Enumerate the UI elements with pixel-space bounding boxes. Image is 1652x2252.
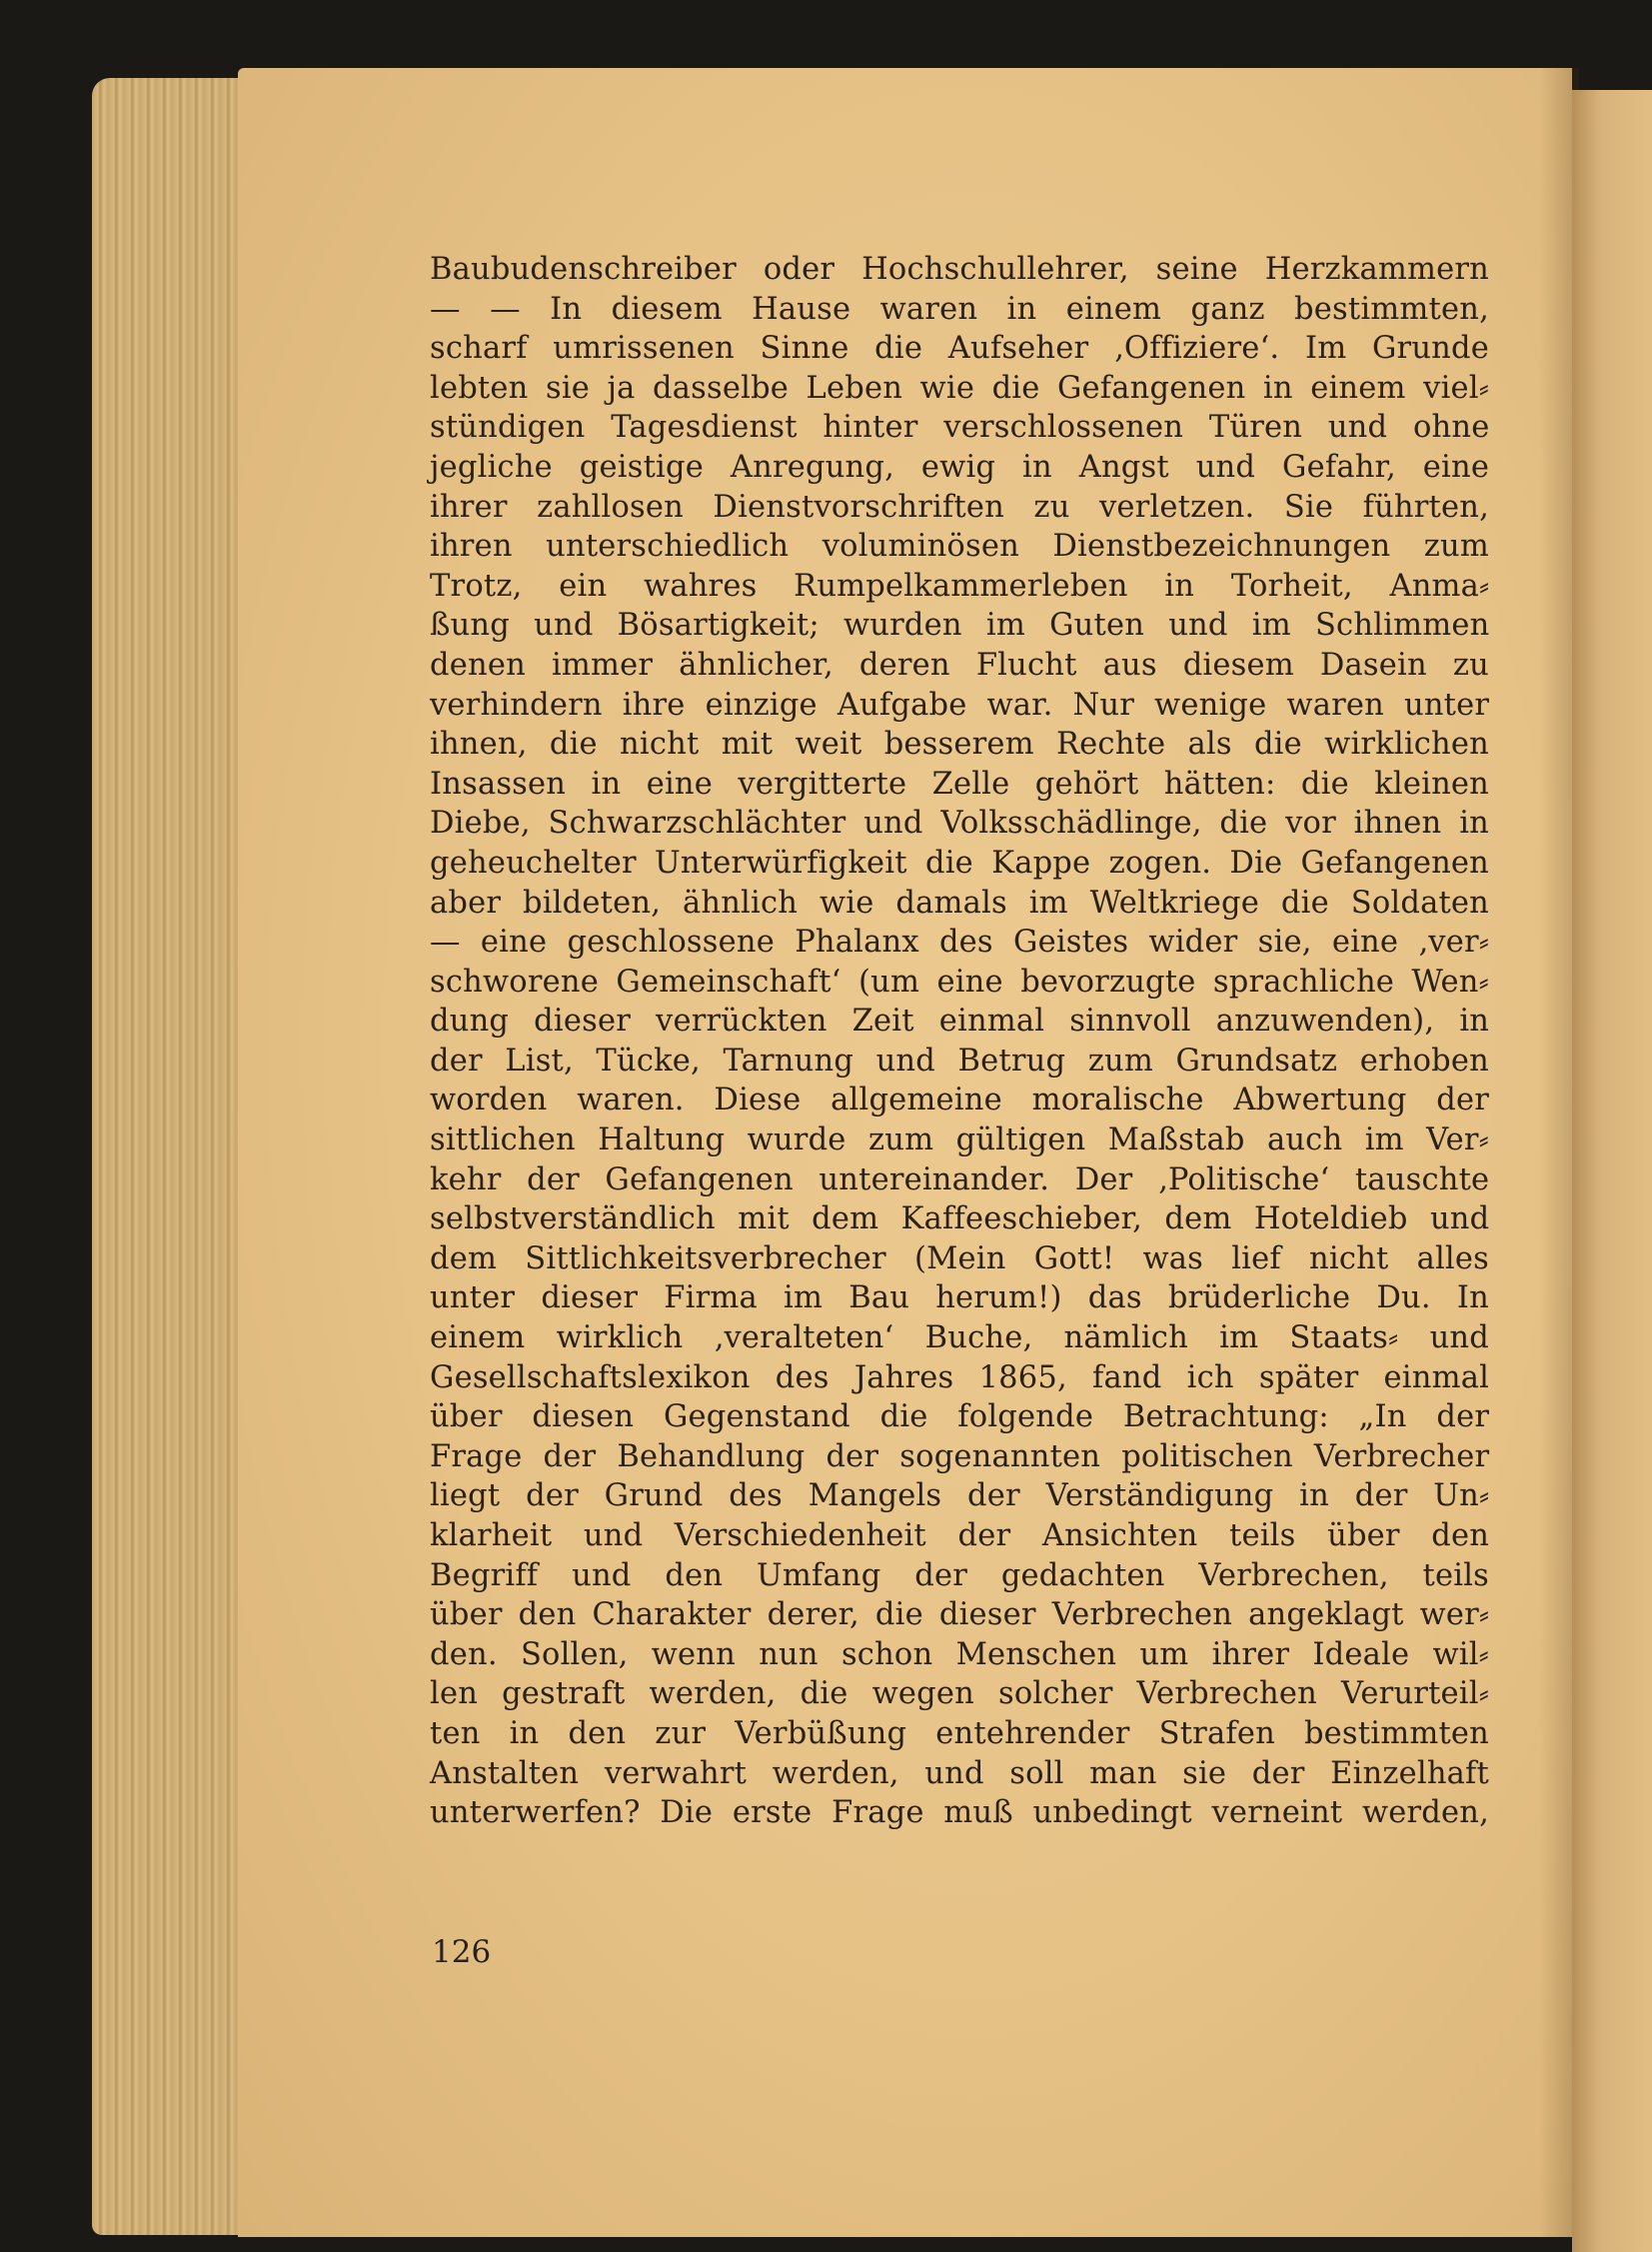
text-line: Trotz, ein wahres Rumpelkammerleben in Torheit, Anma⸗ xyxy=(430,568,1490,604)
facing-page-edge xyxy=(1572,90,1652,2252)
text-line: — eine geschlossene Phalanx des Geistes wider sie, eine ‚ver⸗ xyxy=(430,925,1490,961)
text-line: denen immer ähnlicher, deren Flucht aus diesem Dasein zu xyxy=(430,647,1489,683)
text-line: selbstverständlich mit dem Kaffeeschieber, dem Hoteldieb und xyxy=(430,1201,1490,1237)
text-line: kehr der Gefangenen untereinander. Der ‚Politische‘ tauschte xyxy=(430,1161,1490,1197)
text-line: schworene Gemeinschaft‘ (um eine bevorzugte sprachliche Wen⸗ xyxy=(430,964,1489,1000)
body-text xyxy=(430,250,1489,1833)
text-line: verhindern ihre einzige Aufgabe war. Nur wenige waren unter xyxy=(430,687,1490,723)
text-line: über den Charakter derer, die dieser Verbrechen angeklagt wer⸗ xyxy=(430,1597,1490,1633)
text-line: unter dieser Firma im Bau herum!) das brüderliche Du. In xyxy=(430,1280,1489,1316)
text-line: einem wirklich ‚veralteten‘ Buche, nämlich im Staats⸗ und xyxy=(430,1320,1489,1356)
text-line: dung dieser verrückten Zeit einmal sinnvoll anzuwenden), in xyxy=(430,1004,1490,1040)
text-line: liegt der Grund des Mangels der Verständigung in der Un⸗ xyxy=(430,1478,1490,1514)
page-edges xyxy=(92,78,262,2235)
text-line: Diebe, Schwarzschlächter und Volksschädlinge, die vor ihnen in xyxy=(430,806,1489,842)
page-number: 126 xyxy=(432,1934,492,1970)
text-line: klarheit und Verschiedenheit der Ansichten teils über den xyxy=(430,1518,1490,1553)
text-line: sittlichen Haltung wurde zum gültigen Maßstab auch im Ver⸗ xyxy=(430,1123,1489,1158)
text-line: über diesen Gegenstand die folgende Betrachtung: „In der xyxy=(430,1399,1490,1435)
text-line: Frage der Behandlung der sogenannten politischen Verbrecher xyxy=(430,1438,1490,1474)
text-line: Insassen in eine vergitterte Zelle gehört hätten: die kleinen xyxy=(430,766,1490,802)
text-line: Gesellschaftslexikon des Jahres 1865, fand ich später einmal xyxy=(430,1359,1490,1395)
text-line: Begriff und den Umfang der gedachten Verbrechen, teils xyxy=(430,1557,1489,1593)
text-line: der List, Tücke, Tarnung und Betrug zum Grundsatz erhoben xyxy=(430,1043,1489,1079)
text-line: len gestraft werden, die wegen solcher Verbrechen Verurteil⸗ xyxy=(430,1676,1490,1712)
text-line: Baubudenschreiber oder Hochschullehrer, seine Herzkammern xyxy=(430,252,1489,287)
text-line: aber bildeten, ähnlich wie damals im Weltkriege die Soldaten xyxy=(430,885,1490,921)
text-line: ihrer zahllosen Dienstvorschriften zu verletzen. Sie führten, xyxy=(430,489,1489,525)
text-line: den. Sollen, wenn nun schon Menschen um ihrer Ideale wil⸗ xyxy=(430,1636,1490,1672)
text-line: geheuchelter Unterwürfigkeit die Kappe zogen. Die Gefangenen xyxy=(430,845,1489,881)
text-line: — — In diesem Hause waren in einem ganz bestimmten, xyxy=(430,291,1489,327)
text-line: worden waren. Diese allgemeine moralische Abwertung der xyxy=(430,1083,1489,1119)
text-line: dem Sittlichkeitsverbrecher (Mein Gott! was lief nicht alles xyxy=(430,1240,1489,1276)
text-line: ihren unterschiedlich voluminösen Dienstbezeichnungen zum xyxy=(430,529,1489,565)
text-line: jegliche geistige Anregung, ewig in Angst und Gefahr, eine xyxy=(430,449,1490,485)
text-line: stündigen Tagesdienst hinter verschlossenen Türen und ohne xyxy=(430,410,1490,446)
text-line: scharf umrissenen Sinne die Aufseher ‚Offiziere‘. Im Grunde xyxy=(430,331,1489,367)
text-line: lebten sie ja dasselbe Leben wie die Gefangenen in einem viel⸗ xyxy=(430,370,1490,406)
text-line: ihnen, die nicht mit weit besserem Rechte als die wirklichen xyxy=(430,727,1489,763)
text-line: ßung und Bösartigkeit; wurden im Guten und im Schlimmen xyxy=(430,608,1490,644)
text-line: unterwerfen? Die erste Frage muß unbedingt verneint werden, xyxy=(430,1795,1489,1831)
text-line: Anstalten verwahrt werden, und soll man sie der Einzelhaft xyxy=(430,1755,1489,1791)
text-line: ten in den zur Verbüßung entehrender Strafen bestimmten xyxy=(430,1715,1489,1751)
